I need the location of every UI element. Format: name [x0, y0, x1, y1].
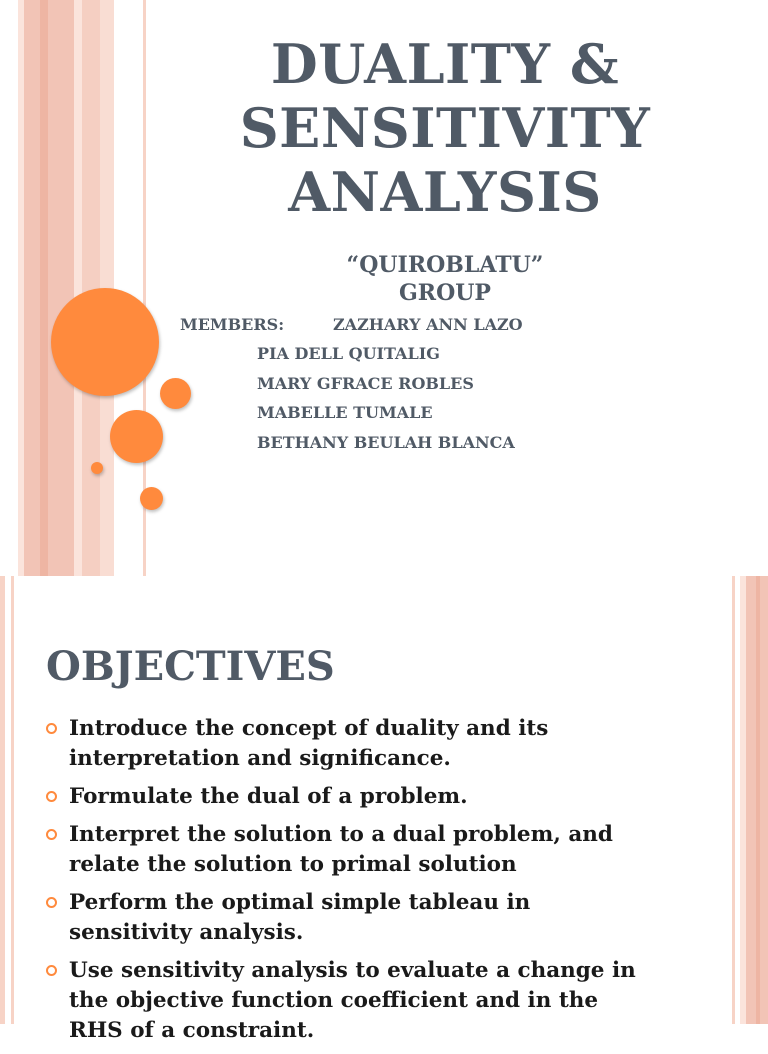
decor-stripe [11, 576, 14, 1024]
group-label: GROUP [399, 280, 491, 306]
decor-stripe [756, 576, 760, 1024]
bullet-icon [46, 723, 57, 734]
list-item [46, 956, 656, 1046]
title-line: ANALYSIS [288, 160, 602, 224]
objectives-list [46, 714, 656, 1054]
decor-circle [110, 410, 163, 463]
member-name: MARY GFRACE ROBLES [257, 374, 474, 393]
members-label: MEMBERS: [180, 315, 285, 334]
decor-circle [91, 462, 103, 474]
decor-stripe [732, 576, 735, 1024]
decor-stripe [0, 0, 12, 576]
member-name: MABELLE TUMALE [257, 403, 433, 422]
decor-circle-large [51, 288, 159, 396]
title-line: DUALITY & [270, 32, 620, 96]
decor-stripe [0, 576, 5, 1024]
bullet-text: Introduce the concept of duality and its interpretation and significance. [69, 716, 549, 771]
decor-stripe [74, 0, 82, 576]
decor-circle [140, 487, 163, 510]
slide-title [150, 32, 740, 224]
objectives-title: OBJECTIVES [46, 643, 335, 690]
member-name: BETHANY BEULAH BLANCA [257, 433, 515, 452]
member-name: PIA DELL QUITALIG [257, 344, 440, 363]
decor-stripe [40, 0, 48, 576]
objectives-slide [0, 576, 768, 1043]
bullet-text: Use sensitivity analysis to evaluate a change in the objective function coefficient and in the RHS of a constraint. [69, 958, 636, 1043]
bullet-icon [46, 791, 57, 802]
decor-circle [160, 378, 191, 409]
list-item [46, 714, 656, 774]
bullet-icon [46, 829, 57, 840]
group-name: “QUIROBLATU” [346, 252, 544, 278]
bullet-text: Perform the optimal simple tableau in sensitivity analysis. [69, 890, 531, 945]
bullet-text: Formulate the dual of a problem. [69, 784, 468, 809]
member-name: ZAZHARY ANN LAZO [333, 315, 523, 334]
list-item [46, 782, 656, 812]
list-item [46, 820, 656, 880]
bullet-icon [46, 897, 57, 908]
bullet-text: Interpret the solution to a dual problem, and relate the solution to primal solution [69, 822, 613, 877]
bullet-icon [46, 965, 57, 976]
title-line: SENSITIVITY [239, 96, 651, 160]
decor-stripe [24, 0, 74, 576]
list-item [46, 888, 656, 948]
